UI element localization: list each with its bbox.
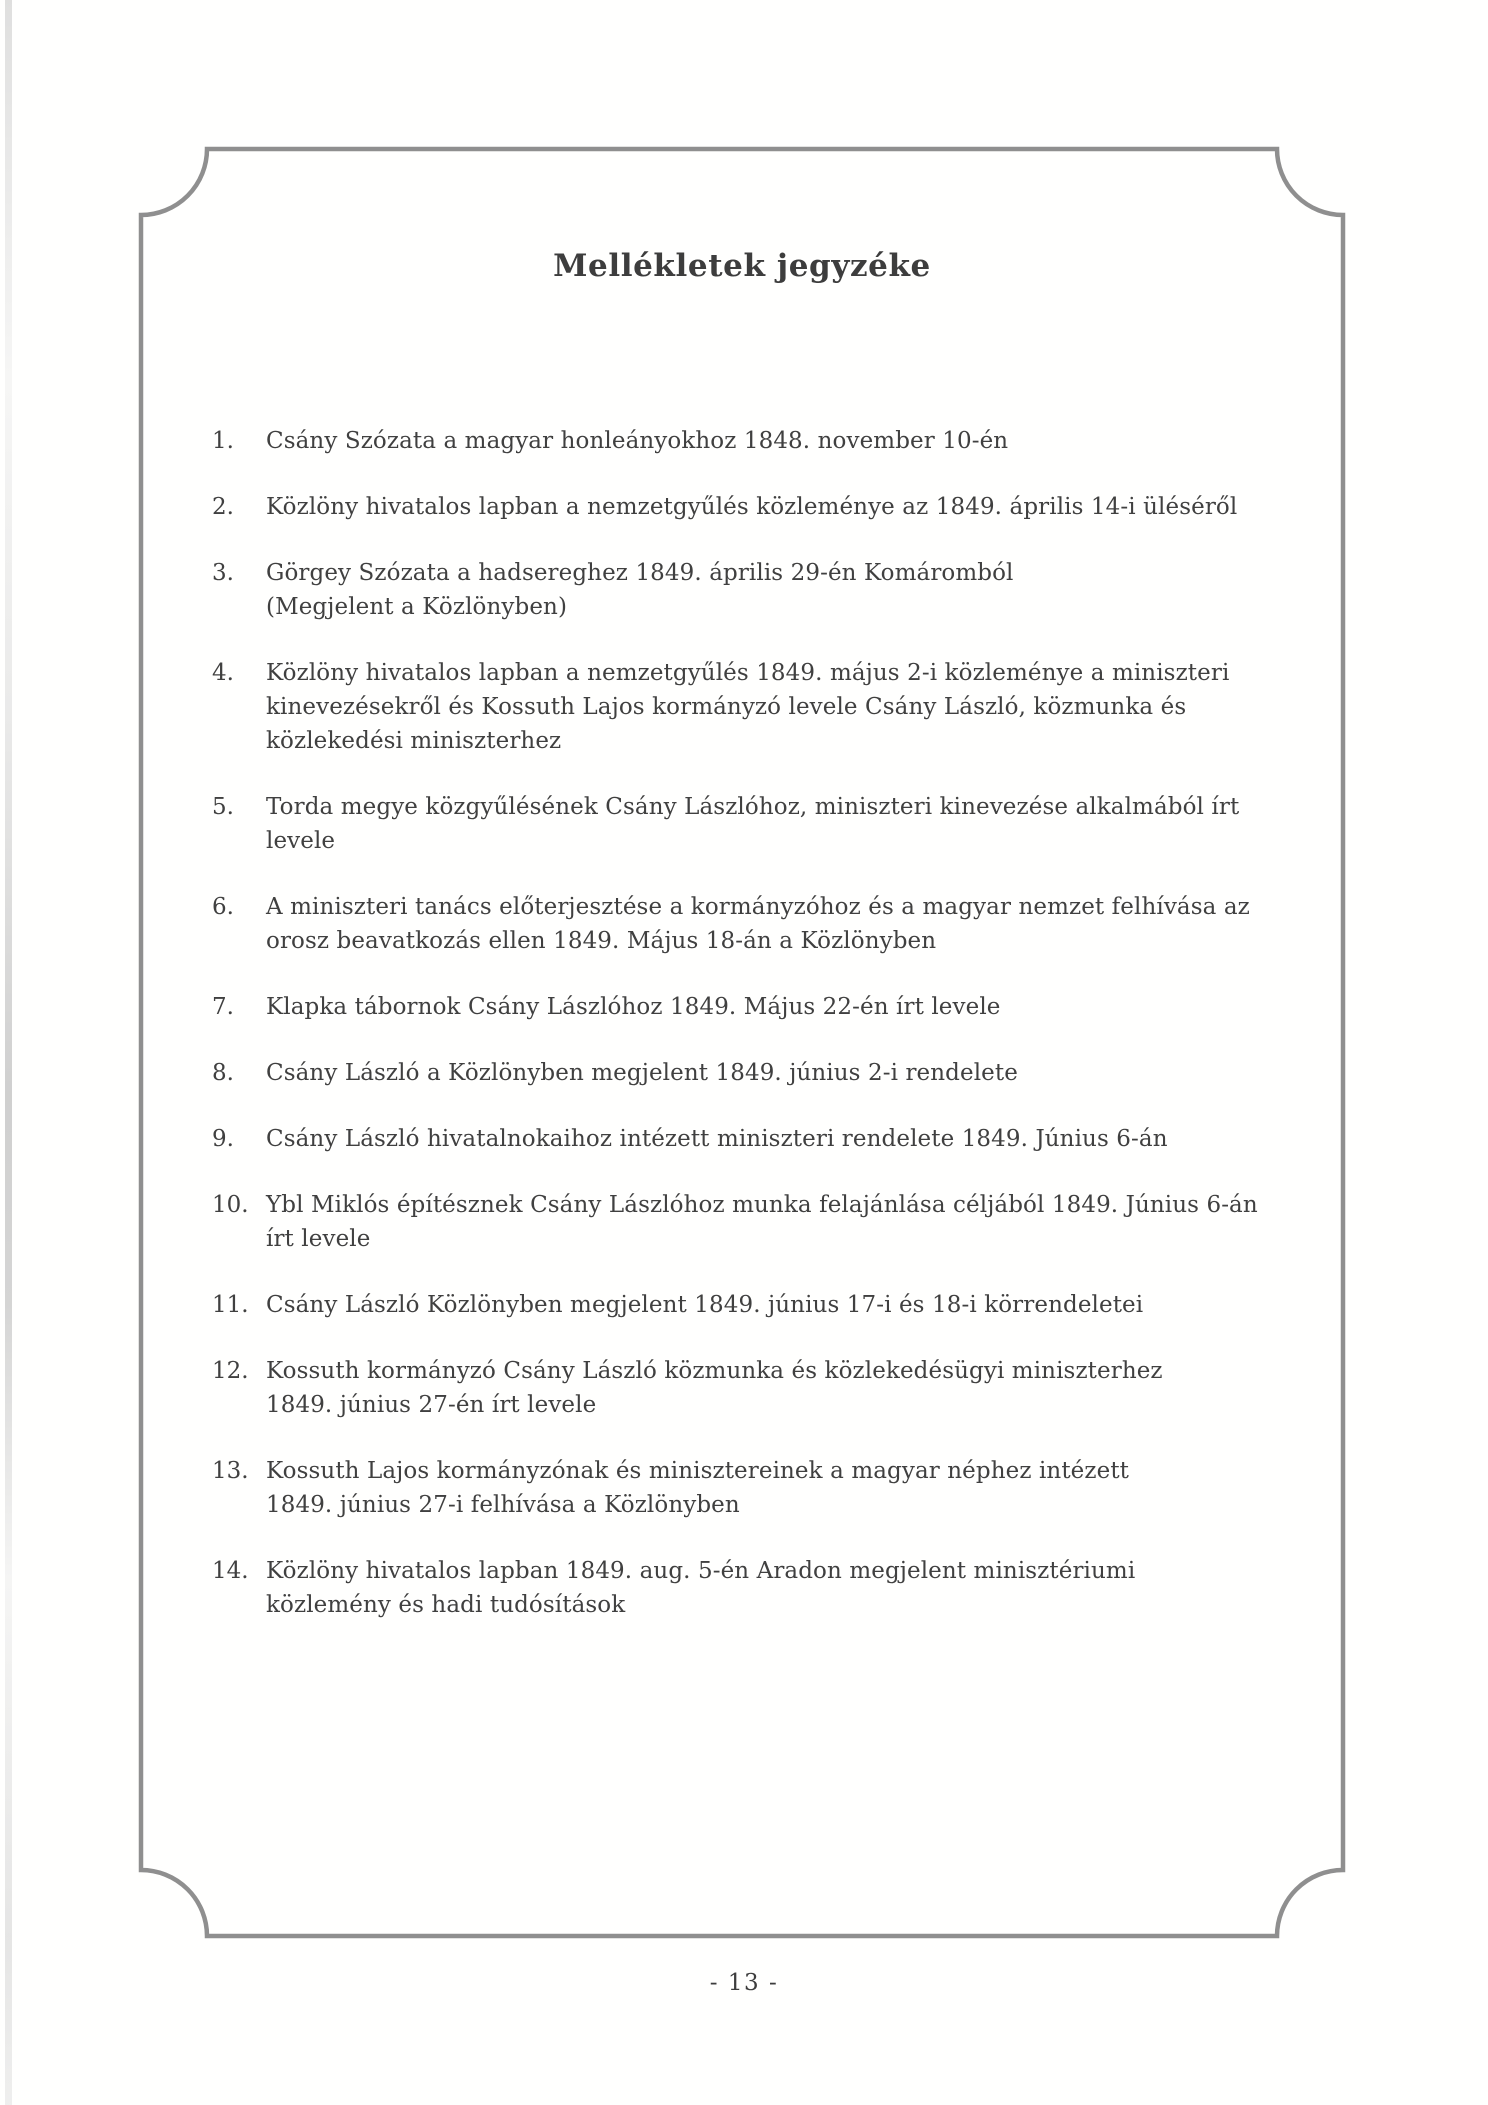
appendix-list <box>212 424 1352 1654</box>
scan-artifact-left-edge <box>5 0 12 2105</box>
item-line: Kossuth Lajos kormányzónak és minisztereinek a magyar néphez intézett <box>266 1458 1130 1484</box>
list-item <box>212 490 1352 524</box>
item-text <box>266 1288 1143 1322</box>
item-text <box>266 490 1237 524</box>
item-text <box>266 790 1239 858</box>
item-number: 9. <box>212 1126 234 1152</box>
item-text <box>266 990 1001 1024</box>
item-number: 13. <box>212 1458 249 1484</box>
list-item <box>212 424 1352 458</box>
item-line: Csány László hivatalnokaihoz intézett miniszteri rendelete 1849. Június 6-án <box>266 1126 1168 1152</box>
list-item <box>212 1554 1352 1622</box>
list-item <box>212 990 1352 1024</box>
item-text <box>266 424 1008 458</box>
item-number: 5. <box>212 794 234 820</box>
item-line: Klapka tábornok Csány Lászlóhoz 1849. Május 22-én írt levele <box>266 994 1001 1020</box>
item-line: A miniszteri tanács előterjesztése a kormányzóhoz és a magyar nemzet felhívása az <box>266 894 1250 920</box>
item-text <box>266 1056 1018 1090</box>
item-line: levele <box>266 828 336 854</box>
list-item <box>212 890 1352 958</box>
item-number: 10. <box>212 1192 249 1218</box>
item-line: Közlöny hivatalos lapban 1849. aug. 5-én Aradon megjelent minisztériumi <box>266 1558 1136 1584</box>
item-number: 3. <box>212 560 234 586</box>
item-line: Torda megye közgyűlésének Csány Lászlóhoz, miniszteri kinevezése alkalmából írt <box>266 794 1240 820</box>
item-line: Csány László Közlönyben megjelent 1849. június 17-i és 18-i körrendeletei <box>266 1292 1144 1318</box>
item-line: 1849. június 27-i felhívása a Közlönyben <box>266 1492 740 1518</box>
item-text <box>266 656 1229 758</box>
item-number: 12. <box>212 1358 249 1384</box>
item-line: 1849. június 27-én írt levele <box>266 1392 597 1418</box>
item-number: 8. <box>212 1060 234 1086</box>
list-item <box>212 1288 1352 1322</box>
item-line: orosz beavatkozás ellen 1849. Május 18-án a Közlönyben <box>266 928 937 954</box>
item-text <box>266 1122 1168 1156</box>
item-line: közlekedési miniszterhez <box>266 728 562 754</box>
item-number: 11. <box>212 1292 249 1318</box>
list-item <box>212 556 1352 624</box>
item-text <box>266 1188 1258 1256</box>
item-text <box>266 1454 1129 1522</box>
item-number: 4. <box>212 660 234 686</box>
item-line: Csány László a Közlönyben megjelent 1849. június 2-i rendelete <box>266 1060 1018 1086</box>
list-item <box>212 656 1352 758</box>
item-line: közlemény és hadi tudósítások <box>266 1592 626 1618</box>
item-text <box>266 1554 1135 1622</box>
item-line: (Megjelent a Közlönyben) <box>266 594 568 620</box>
list-item <box>212 1056 1352 1090</box>
item-number: 1. <box>212 428 234 454</box>
list-item <box>212 1454 1352 1522</box>
list-item <box>212 1354 1352 1422</box>
list-item <box>212 1122 1352 1156</box>
item-number: 6. <box>212 894 234 920</box>
item-line: Görgey Szózata a hadsereghez 1849. április 29-én Komáromból <box>266 560 1014 586</box>
item-line: Közlöny hivatalos lapban a nemzetgyűlés közleménye az 1849. április 14-i üléséről <box>266 494 1238 520</box>
item-text <box>266 1354 1163 1422</box>
item-line: Kossuth kormányzó Csány László közmunka és közlekedésügyi miniszterhez <box>266 1358 1163 1384</box>
item-number: 7. <box>212 994 234 1020</box>
item-number: 2. <box>212 494 234 520</box>
list-item <box>212 1188 1352 1256</box>
item-line: írt levele <box>266 1226 371 1252</box>
item-number: 14. <box>212 1558 249 1584</box>
item-line: kinevezésekről és Kossuth Lajos kormányzó levele Csány László, közmunka és <box>266 694 1187 720</box>
item-text <box>266 890 1250 958</box>
item-line: Közlöny hivatalos lapban a nemzetgyűlés 1849. május 2-i közleménye a miniszteri <box>266 660 1230 686</box>
item-line: Csány Szózata a magyar honleányokhoz 1848. november 10-én <box>266 428 1009 454</box>
item-line: Ybl Miklós építésznek Csány Lászlóhoz munka felajánlása céljából 1849. Június 6-án <box>266 1192 1258 1218</box>
page-title: Mellékletek jegyzéke <box>553 248 931 284</box>
page-number: - 13 - <box>709 1970 779 1996</box>
list-item <box>212 790 1352 858</box>
item-text <box>266 556 1014 624</box>
